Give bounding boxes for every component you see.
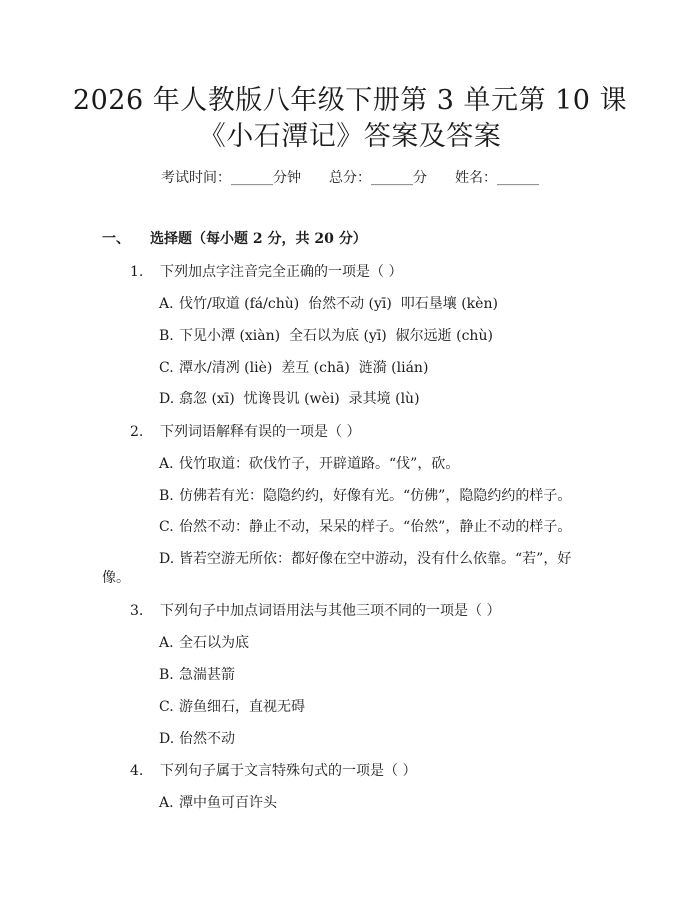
option-text: 翕忽 (xī) 忧谗畏讥 (wèi) 录其境 (lù) [179,391,420,407]
option-text: 下见小潭 (xiàn) 全石以为底 (yī) 俶尔远逝 (chù) [179,328,493,344]
question-text: 下列句子中加点词语用法与其他三项不同的一项是（ ） [160,603,501,619]
option-1d [159,389,420,409]
option-text: 佁然不动：静止不动，呆呆的样子。“佁然”，静止不动的样子。 [179,519,572,535]
option-2c [159,517,571,537]
question-2 [130,422,360,442]
option-3b [159,665,235,685]
option-text: 伐竹取道：砍伐竹子，开辟道路。“伐”，砍。 [179,456,460,472]
option-2d [159,549,571,569]
question-number: 1. [130,264,144,280]
option-3c [159,697,305,717]
question-number: 4. [130,763,144,779]
question-text: 下列加点字注音完全正确的一项是（ ） [160,264,403,280]
total-score-field: 总分：______分 [329,170,427,186]
option-label: D. [159,391,175,407]
title-line-1: 2026 年人教版八年级下册第 3 单元第 10 课 [72,85,628,116]
option-text: 全石以为底 [179,635,249,651]
exam-time-field: 考试时间：______分钟 [161,170,301,186]
option-1a [159,294,498,314]
option-label: C. [159,699,174,715]
option-label: A. [159,795,174,811]
option-label: B. [159,328,174,344]
option-label: D. [159,551,175,567]
option-2b [159,486,571,506]
option-text: 伐竹/取道 (fá/chù) 佁然不动 (yī) 叩石垦壤 (kèn) [179,296,498,312]
option-4a [159,793,277,813]
option-label: B. [159,667,174,683]
option-label: B. [159,488,174,504]
exam-info [0,168,700,188]
option-text: 潭中鱼可百许头 [179,795,277,811]
section-title: 选择题（每小题 2 分，共 20 分） [150,231,367,247]
option-text: 潭水/清冽 (liè) 差互 (chā) 涟漪 (lián) [179,360,429,376]
option-2d-continuation: 像。 [102,570,130,586]
question-4 [130,761,416,781]
option-label: A. [159,296,174,312]
option-1b [159,326,493,346]
option-3a [159,633,249,653]
option-text: 皆若空游无所依：都好像在空中游动，没有什么依靠。“若”，好 [179,551,572,567]
option-label: A. [159,456,174,472]
option-label: D. [159,731,175,747]
option-text: 仿佛若有光：隐隐约约，好像有光。“仿佛”，隐隐约约的样子。 [179,488,572,504]
option-2a [159,454,459,474]
section-heading [102,229,367,249]
option-1c [159,358,428,378]
question-number: 2. [130,424,144,440]
question-text: 下列词语解释有误的一项是（ ） [160,424,361,440]
option-text: 佁然不动 [179,731,235,747]
option-3d [159,729,235,749]
question-1 [130,262,402,282]
option-label: C. [159,519,174,535]
title-line-2: 《小石潭记》答案及答案 [198,121,502,152]
question-text: 下列句子属于文言特殊句式的一项是（ ） [160,763,417,779]
option-label: A. [159,635,174,651]
student-name-field: 姓名：______ [455,170,539,186]
option-label: C. [159,360,174,376]
option-text: 游鱼细石，直视无碍 [179,699,305,715]
option-text: 急湍甚箭 [179,667,235,683]
question-number: 3. [130,603,144,619]
section-number: 一、 [102,231,130,247]
question-3 [130,601,500,621]
